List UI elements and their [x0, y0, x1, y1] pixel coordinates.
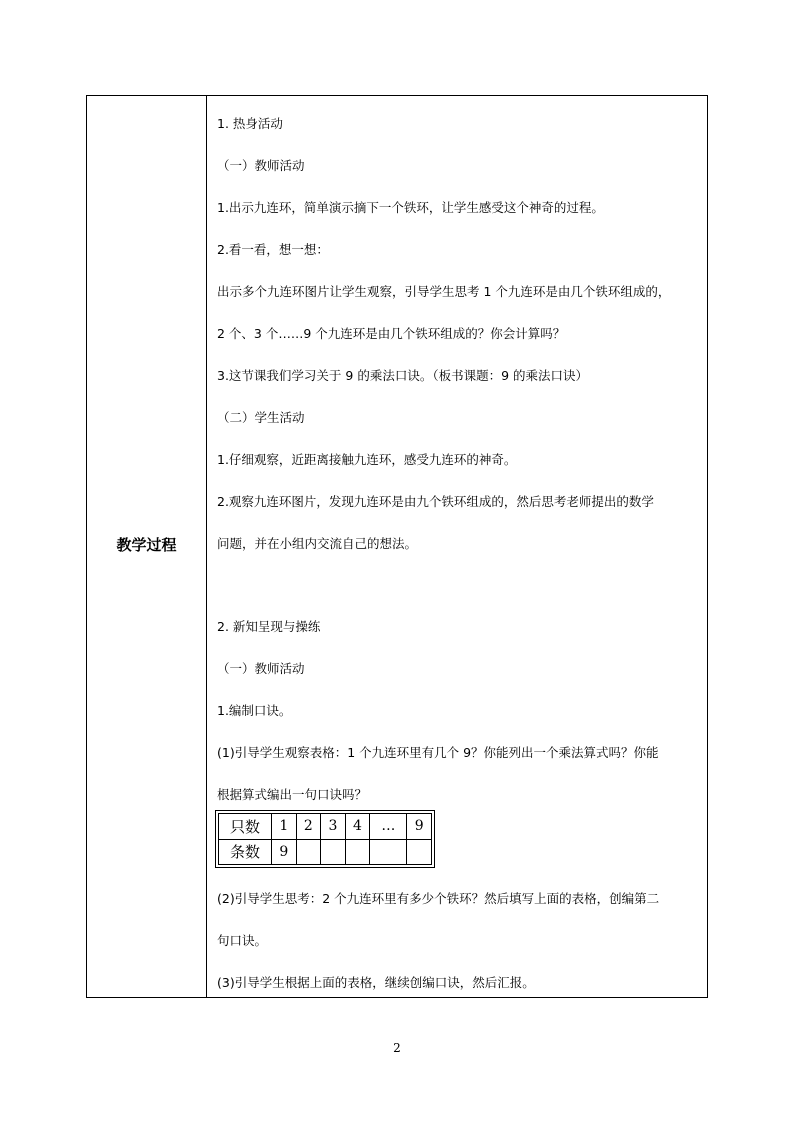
table-cell	[296, 839, 321, 865]
table-cell: 9	[272, 839, 297, 865]
table-cell	[321, 839, 346, 865]
table-cell: 1	[272, 814, 297, 840]
paragraph-line: 出示多个九连环图片让学生观察，引导学生思考 1 个九连环是由几个铁环组成的，	[217, 284, 671, 299]
paragraph-line: (1)引导学生观察表格：1 个九连环里有几个 9？你能列出一个乘法算式吗？你能	[217, 745, 659, 760]
page-number: 2	[393, 1041, 401, 1055]
table-cell: 3	[321, 814, 346, 840]
paragraph-line: (2)引导学生思考：2 个九连环里有多少个铁环？然后填写上面的表格，创编第二	[217, 891, 660, 906]
paragraph-line: 句口诀。	[217, 933, 268, 948]
heading-new-knowledge: 2. 新知呈现与操练	[217, 619, 321, 634]
table-row	[219, 814, 432, 840]
heading-warmup: 1. 热身活动	[217, 116, 283, 131]
section-column	[87, 96, 207, 997]
paragraph-line: 2.看一看，想一想：	[217, 242, 329, 257]
table-cell	[370, 839, 407, 865]
table-cell: 2	[296, 814, 321, 840]
subheading-student: （二）学生活动	[217, 410, 305, 425]
table-cell: 9	[407, 814, 432, 840]
multiplication-table	[215, 810, 435, 868]
table-header-cell: 只数	[219, 814, 272, 840]
paragraph-line: (3)引导学生根据上面的表格，继续创编口诀，然后汇报。	[217, 975, 535, 990]
paragraph-line: 问题，并在小组内交流自己的想法。	[217, 536, 418, 551]
paragraph-line: 2.观察九连环图片，发现九连环是由九个铁环组成的，然后思考老师提出的数学	[217, 494, 654, 509]
paragraph-line: 2 个、3 个……9 个九连环是由几个铁环组成的？你会计算吗？	[217, 326, 566, 341]
subheading-teacher: （一）教师活动	[217, 661, 305, 676]
paragraph-line: 1.编制口诀。	[217, 703, 292, 718]
table-cell	[345, 839, 370, 865]
subheading-teacher: （一）教师活动	[217, 158, 305, 173]
lesson-table	[86, 95, 708, 998]
section-label: 教学过程	[116, 536, 177, 554]
paragraph-line: 1.仔细观察，近距离接触九连环，感受九连环的神奇。	[217, 452, 517, 467]
paragraph-line: 1.出示九连环，简单演示摘下一个铁环，让学生感受这个神奇的过程。	[217, 200, 604, 215]
paragraph-line: 根据算式编出一句口诀吗？	[217, 787, 368, 802]
table-cell	[407, 839, 432, 865]
table-row	[219, 839, 432, 865]
paragraph-line: 3.这节课我们学习关于 9 的乘法口诀。（板书课题：9 的乘法口诀）	[217, 368, 589, 383]
table-cell: …	[370, 814, 407, 840]
table-cell: 4	[345, 814, 370, 840]
table-header-cell: 条数	[219, 839, 272, 865]
